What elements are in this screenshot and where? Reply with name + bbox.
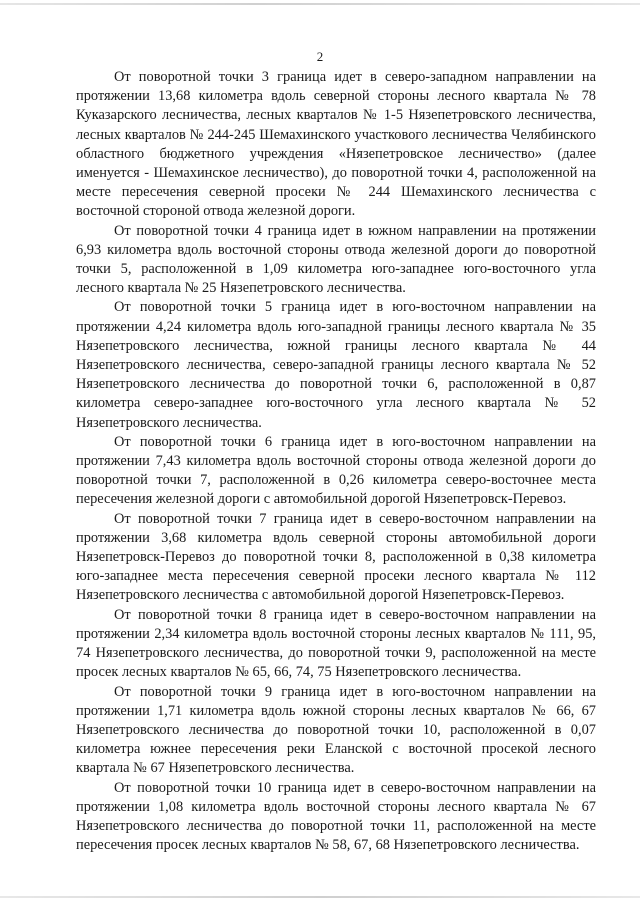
page-number: 2: [316, 49, 324, 64]
scan-bottom-edge: [0, 896, 640, 898]
paragraph-point-4: От поворотной точки 4 граница идет в южном направлении на протяжении 6,93 километра вдоль восточной стороны отвода железной дороги до поворотной точки 5, расположенной в 1,09 километра юго-западнее юго-восточного угла лесного квартала № 25 Нязепетровского лесничества.: [76, 222, 596, 297]
document-body: [76, 68, 596, 855]
paragraph-point-6: От поворотной точки 6 граница идет в юго-восточном направлении на протяжении 7,43 километра вдоль восточной стороны отвода железной дороги до поворотной точки 7, расположенной в 0,26 километра северо-восточнее места пересечения железной дороги с автомобильной дорогой Нязепетровск-Перевоз.: [76, 433, 596, 508]
scan-top-edge: [0, 3, 640, 5]
paragraph-point-7: От поворотной точки 7 граница идет в северо-восточном направлении на протяжении 3,68 километра вдоль северной стороны автомобильной дороги Нязепетровск-Перевоз до поворотной точки 8, расположенной в 0,38 километра юго-западнее места пересечения северной просеки лесного квартала № 112 Нязепетровского лесничества с автомобильной дорогой Нязепетровск-Перевоз.: [76, 510, 596, 604]
paragraph-point-5: От поворотной точки 5 граница идет в юго-восточном направлении на протяжении 4,24 километра вдоль юго-западной границы лесного квартала № 35 Нязепетровского лесничества, южной границы лесного квартала № 44 Нязепетровского лесничества, северо-западной границы лесного квартала № 52 Нязепетровского лесничества до поворотной точки 6, расположенной в 0,87 километра северо-западнее юго-восточного угла лесного квартала № 52 Нязепетровского лесничества.: [76, 299, 596, 431]
paragraph-point-9: От поворотной точки 9 граница идет в юго-восточном направлении на протяжении 1,71 километра вдоль южной стороны лесных кварталов № 66, 67 Нязепетровского лесничества до поворотной точки 10, расположенной в 0,07 километра южнее пересечения реки Еланской с восточной просекой лесного квартала № 67 Нязепетровского лесничества.: [76, 683, 596, 777]
paragraph-point-8: От поворотной точки 8 граница идет в северо-восточном направлении на протяжении 2,34 километра вдоль восточной стороны лесных кварталов № 111, 95, 74 Нязепетровского лесничества, до поворотной точки 9, расположенной на месте просек лесных кварталов № 65, 66, 74, 75 Нязепетровского лесничества.: [76, 606, 596, 681]
paragraph-point-10: От поворотной точки 10 граница идет в северо-восточном направлении на протяжении 1,08 километра вдоль восточной стороны лесного квартала № 67 Нязепетровского лесничества до поворотной точки 11, расположенной на месте пересечения просек лесных кварталов № 58, 67, 68 Нязепетровского лесничества.: [76, 779, 596, 854]
paragraph-point-3: От поворотной точки 3 граница идет в северо-западном направлении на протяжении 13,68 километра вдоль северной стороны лесного квартала № 78 Куказарского лесничества, лесных кварталов № 1-5 Нязепетровского лесничества, лесных кварталов № 244-245 Шемахинского участкового лесничества Челябинского областного бюджетного учреждения «Нязепетровское лесничество» (далее именуется - Шемахинское лесничество), до поворотной точки 4, расположенной на месте пересечения северной просеки № 244 Шемахинского лесничества с восточной стороной отвода железной дороги.: [76, 69, 596, 220]
